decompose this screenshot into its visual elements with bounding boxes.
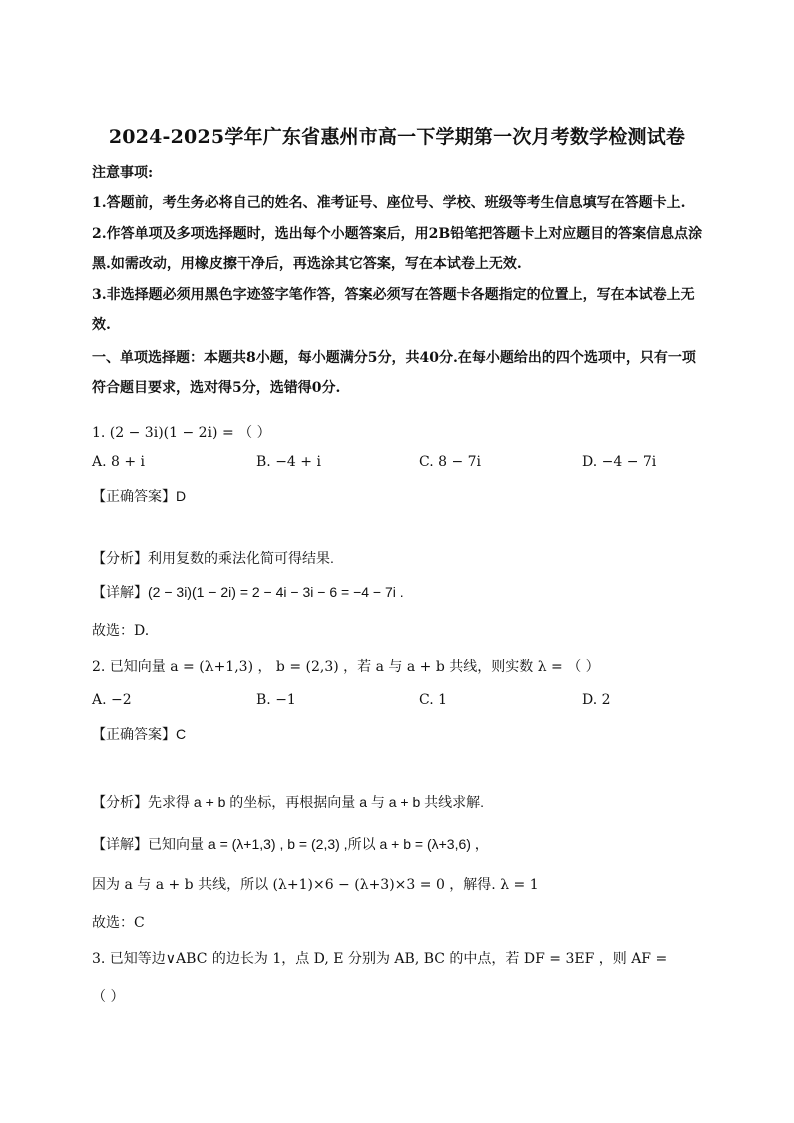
question-1-answer: 【正确答案】D [92, 488, 187, 504]
question-2-stem: 2. 已知向量 a = (λ+1,3) ， b = (2,3) ，若 a 与 a + b 共线，则实数 λ = （ ） [92, 659, 600, 675]
question-2-option-d: D. 2 [582, 692, 611, 708]
question-1-detail: 【详解】(2 − 3i)(1 − 2i) = 2 − 4i − 3i − 6 = −4 − 7i . [92, 584, 404, 600]
question-3-stem: 3. 已知等边∨ABC 的边长为 1，点 D, E 分别为 AB, BC 的中点，若 DF = 3EF ，则 AF = [92, 951, 668, 967]
question-1-conclusion: 故选：D. [92, 623, 150, 639]
question-1-option-a: A. 8 + i [92, 454, 146, 470]
question-1-option-c: C. 8 − 7i [419, 454, 482, 470]
question-1-option-b: B. −4 + i [256, 454, 321, 470]
page-title: 2024-2025学年广东省惠州市高一下学期第一次月考数学检测试卷 [108, 126, 686, 148]
question-2-detail-2: 因为 a 与 a + b 共线，所以 (λ+1)×6 − (λ+3)×3 = 0 ，解得. λ = 1 [92, 877, 539, 893]
question-3-stem-2: （ ） [92, 989, 125, 1005]
question-2-option-b: B. −1 [256, 692, 296, 708]
question-2-answer: 【正确答案】C [92, 726, 187, 742]
question-1-analysis: 【分析】利用复数的乘法化简可得结果. [92, 550, 334, 566]
section-heading: 一、单项选择题：本题共8小题，每小题满分5分，共40分.在每小题给出的四个选项中，只有一项符合题目要求，选对得5分，选错得0分. [92, 350, 696, 396]
question-2-detail: 【详解】已知向量 a = (λ+1,3) , b = (2,3) ,所以 a + b = (λ+3,6) ， [92, 836, 489, 852]
notice-item-3: 3.非选择题必须用黑色字迹签字笔作答，答案必须写在答题卡各题指定的位置上，写在本试卷上无效. [92, 287, 695, 333]
notice-item-1: 1.答题前，考生务必将自己的姓名、准考证号、座位号、学校、班级等考生信息填写在答题卡上. [92, 195, 686, 211]
question-2-option-c: C. 1 [419, 692, 448, 708]
question-1-option-d: D. −4 − 7i [582, 454, 657, 470]
question-2-conclusion: 故选：C [92, 915, 145, 931]
notice-heading: 注意事项: [92, 165, 154, 181]
notice-item-2: 2.作答单项及多项选择题时，选出每个小题答案后，用2B铅笔把答题卡上对应题目的答案信息点涂黑.如需改动，用橡皮擦干净后，再选涂其它答案，写在本试卷上无效. [92, 226, 703, 272]
question-2-option-a: A. −2 [92, 692, 132, 708]
question-1-stem: 1. (2 − 3i)(1 − 2i) = （ ） [92, 425, 271, 441]
question-2-analysis: 【分析】先求得 a + b 的坐标，再根据向量 a 与 a + b 共线求解. [92, 794, 485, 810]
